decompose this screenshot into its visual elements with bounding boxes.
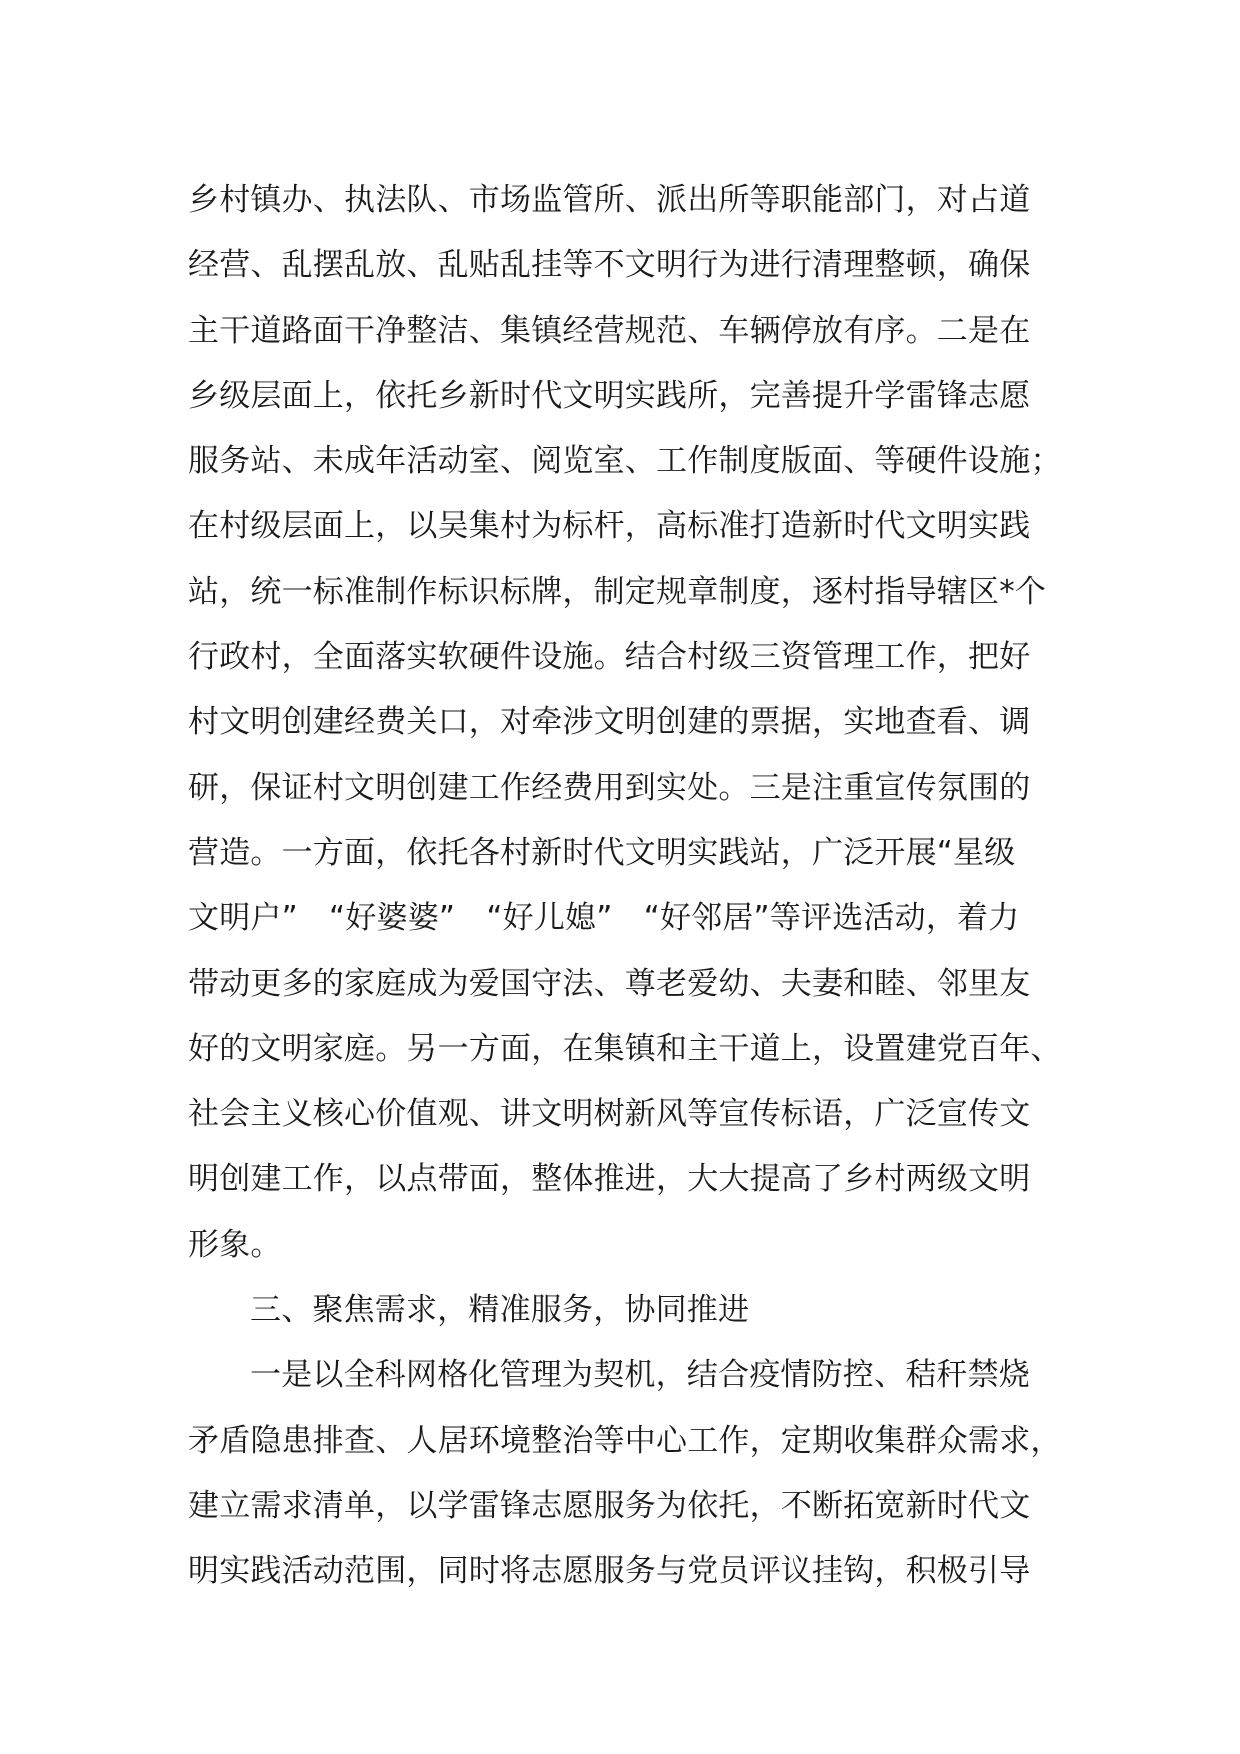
- paragraph-first-line: 一是以全科网格化管理为契机，结合疫情防控、秸秆禁烧: [250, 1357, 1030, 1394]
- text-line: 文明户” “好婆婆” “好儿媳” “好邻居”等评选活动，着力: [188, 900, 1020, 937]
- text-line: 行政村，全面落实软硬件设施。结合村级三资管理工作，把好: [188, 639, 1031, 676]
- body-text: [188, 168, 1088, 1605]
- text-line: 主干道路面干净整洁、集镇经营规范、车辆停放有序。二是在: [188, 312, 1031, 349]
- text-line: 研，保证村文明创建工作经费用到实处。三是注重宣传氛围的: [188, 769, 1031, 806]
- text-line: 明实践活动范围，同时将志愿服务与党员评议挂钩，积极引导: [188, 1553, 1031, 1590]
- text-line: 带动更多的家庭成为爱国守法、尊老爱幼、夫妻和睦、邻里友: [188, 965, 1031, 1002]
- text-line: 形象。: [188, 1226, 282, 1263]
- text-line: 矛盾隐患排查、人居环境整治等中心工作，定期收集群众需求，: [188, 1422, 1062, 1459]
- text-line: 站，统一标准制作标识标牌，制定规章制度，逐村指导辖区*个: [188, 573, 1047, 610]
- section-heading: 三、聚焦需求，精准服务，协同推进: [250, 1292, 750, 1329]
- text-line: 经营、乱摆乱放、乱贴乱挂等不文明行为进行清理整顿，确保: [188, 247, 1031, 284]
- text-line: 好的文明家庭。另一方面，在集镇和主干道上，设置建党百年、: [188, 1030, 1062, 1067]
- text-line: 在村级层面上，以吴集村为标杆，高标准打造新时代文明实践: [188, 508, 1031, 545]
- text-line: 乡级层面上，依托乡新时代文明实践所，完善提升学雷锋志愿: [188, 377, 1031, 414]
- text-line: 乡村镇办、执法队、市场监管所、派出所等职能部门，对占道: [188, 182, 1031, 218]
- text-line: 营造。一方面，依托各村新时代文明实践站，广泛开展“星级: [188, 834, 1016, 871]
- text-line: 服务站、未成年活动室、阅览室、工作制度版面、等硬件设施；: [188, 443, 1062, 480]
- text-line: 社会主义核心价值观、讲文明树新风等宣传标语，广泛宣传文: [188, 1096, 1031, 1133]
- text-line: 建立需求清单，以学雷锋志愿服务为依托，不断拓宽新时代文: [188, 1487, 1031, 1524]
- text-line: 村文明创建经费关口，对牵涉文明创建的票据，实地查看、调: [188, 704, 1031, 741]
- text-line: 明创建工作，以点带面，整体推进，大大提高了乡村两级文明: [188, 1161, 1031, 1198]
